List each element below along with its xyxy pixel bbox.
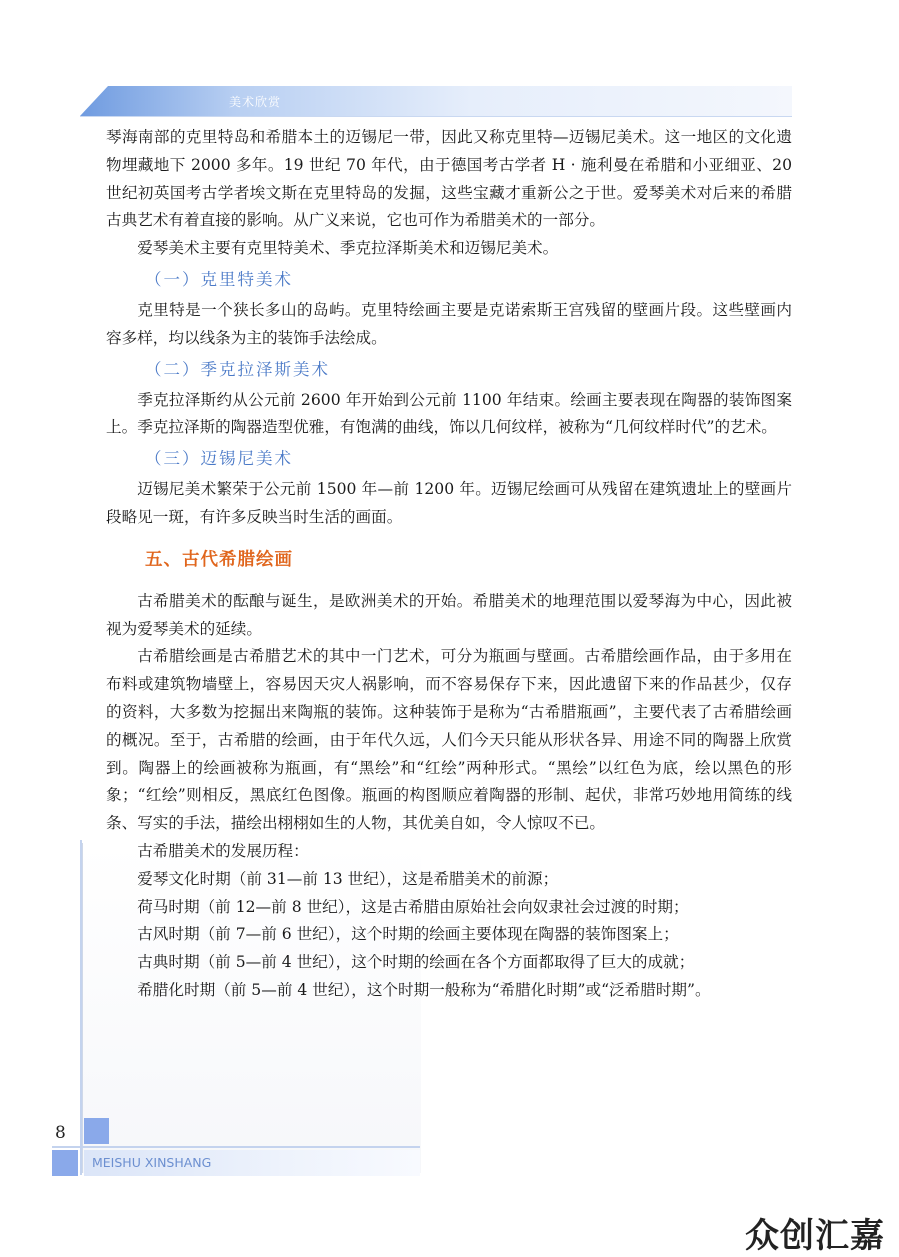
footer-square-decor — [84, 1118, 109, 1144]
paragraph: 迈锡尼美术繁荣于公元前 1500 年—前 1200 年。迈锡尼绘画可从残留在建筑遗址上的壁画片段略见一斑，有许多反映当时生活的画面。 — [106, 480, 792, 526]
timeline-item: 爱琴文化时期（前 31—前 13 世纪），这是希腊美术的前源； — [137, 869, 559, 888]
subheading-cyclades: （二）季克拉泽斯美术 — [145, 359, 330, 379]
paragraph: 古希腊绘画是古希腊艺术的其中一门艺术，可分为瓶画与壁画。古希腊绘画作品，由于多用在布料或建筑物墙壁上，容易因天灾人祸影响，而不容易保存下来，因此遗留下来的作品甚少，仅存的资料，大多数为挖掘出来陶瓶的装饰。这种装饰于是称为“古希腊瓶画”，主要代表了古希腊绘画的概况。至于，古希腊的绘画，由于年代久远，人们今天只能从形状各异、用途不同的陶器上欣赏到。陶器上的绘画被称为瓶画，有“黑绘”和“红绘”两种形式。“黑绘”以红色为底，绘以黑色的形象；“红绘”则相反，黑底红色图像。瓶画的构图顺应着陶器的形制、起伏，非常巧妙地用简练的线条、写实的手法，描绘出栩栩如生的人物，其优美自如，令人惊叹不已。 — [106, 647, 792, 833]
timeline-item: 古典时期（前 5—前 4 世纪），这个时期的绘画在各个方面都取得了巨大的成就； — [137, 953, 695, 972]
running-header-title: 美术欣赏 — [229, 95, 282, 109]
timeline-item: 荷马时期（前 12—前 8 世纪），这是古希腊由原始社会向奴隶社会过渡的时期； — [137, 897, 689, 916]
paragraph: 克里特是一个狭长多山的岛屿。克里特绘画主要是克诺索斯王宫残留的壁画片段。这些壁画内容多样，均以线条为主的装饰手法绘成。 — [106, 300, 792, 347]
subheading-mycenae: （三）迈锡尼美术 — [145, 449, 293, 469]
timeline-intro: 古希腊美术的发展历程： — [137, 841, 309, 860]
paragraph: 爱琴美术主要有克里特美术、季克拉泽斯美术和迈锡尼美术。 — [137, 239, 559, 258]
paragraph: 季克拉泽斯约从公元前 2600 年开始到公元前 1100 年结束。绘画主要表现在陶器的装饰图案上。季克拉泽斯的陶器造型优雅，有饱满的曲线，饰以几何纹样，被称为“几何纹样时代”的艺术。 — [106, 390, 792, 437]
header-rule — [80, 116, 792, 117]
footer-square-decor — [52, 1150, 78, 1176]
timeline-item: 希腊化时期（前 5—前 4 世纪），这个时期一般称为“希腊化时期”或“泛希腊时期”。 — [137, 980, 711, 999]
paragraph: 古希腊美术的酝酿与诞生，是欧洲美术的开始。希腊美术的地理范围以爱琴海为中心，因此被视为爱琴美术的延续。 — [106, 591, 792, 638]
subheading-crete: （一）克里特美术 — [145, 269, 293, 289]
section-heading: 五、古代希腊绘画 — [145, 549, 293, 570]
timeline-item: 古风时期（前 7—前 6 世纪），这个时期的绘画主要体现在陶器的装饰图案上； — [137, 925, 679, 944]
page-body — [106, 124, 792, 1005]
footer-horizontal-rule — [52, 1146, 420, 1148]
footer-book-label: MEISHU XINSHANG — [92, 1155, 212, 1170]
page-number: 8 — [55, 1123, 66, 1143]
watermark-logo: 众创汇嘉 — [745, 1216, 885, 1256]
paragraph: 琴海南部的克里特岛和希腊本土的迈锡尼一带，因此又称克里特—迈锡尼美术。这一地区的文化遗物埋藏地下 2000 多年。19 世纪 70 年代，由于德国考古学者 H · 施利曼在希腊和小亚细亚、20 世纪初英国考古学者埃文斯在克里特岛的发掘，这些宝藏才重新公之于世。爱琴美术对后来的希腊古典艺术有着直接的影响。从广义来说，它也可作为希腊美术的一部分。 — [106, 128, 792, 230]
header-band — [80, 86, 792, 116]
